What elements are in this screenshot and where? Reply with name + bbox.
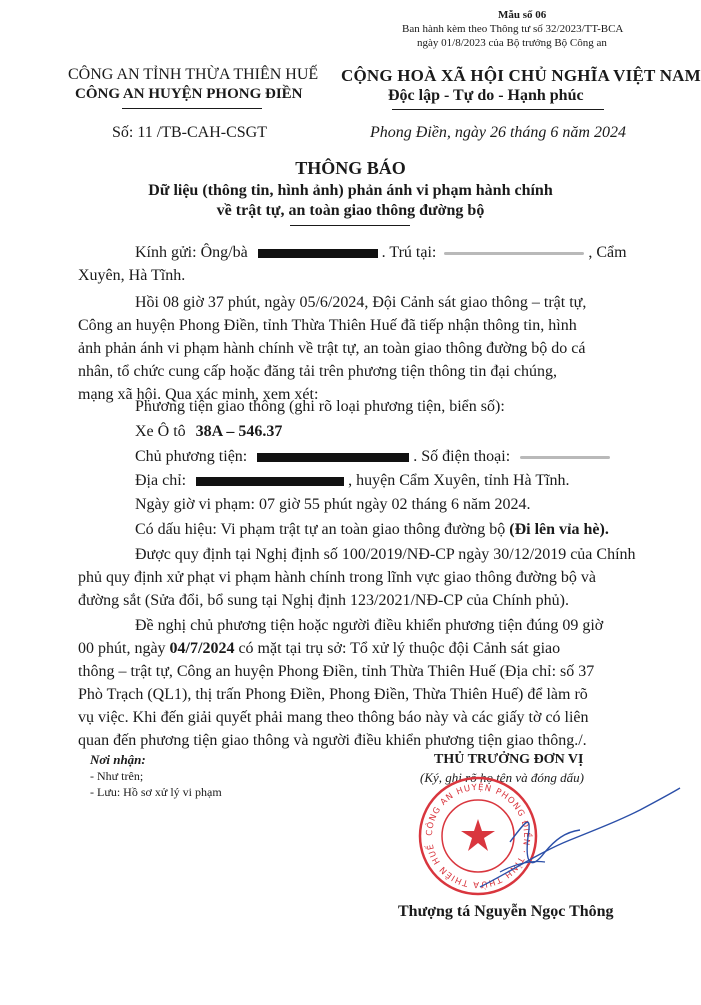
- violation-sign: [135, 521, 609, 539]
- address-label: Địa chỉ:: [135, 472, 187, 489]
- greeting-line: [135, 244, 627, 262]
- motto-underline: [392, 109, 604, 110]
- vehicle-label: Phương tiện giao thông (ghi rõ loại phương tiện, biển số):: [135, 398, 505, 415]
- owner-label: Chủ phương tiện:: [135, 448, 248, 465]
- document-title: THÔNG BÁO: [295, 158, 406, 178]
- redacted-address: [196, 477, 344, 486]
- para3-line2: [78, 640, 560, 658]
- document-subtitle-line1: Dữ liệu (thông tin, hình ảnh) phản ánh vi phạm hành chính: [148, 182, 553, 199]
- vehicle-type: Xe Ô tô: [135, 423, 186, 440]
- form-issued-line2: ngày 01/8/2023 của Bộ trưởng Bộ Công an: [417, 37, 607, 49]
- form-number: Mẫu số 06: [498, 9, 547, 21]
- signer-title: THỦ TRƯỞNG ĐƠN VỊ: [434, 752, 584, 767]
- para3-line2-start: 00 phút, ngày: [78, 640, 166, 657]
- agency-underline: [122, 108, 262, 109]
- redacted-phone: [520, 456, 610, 459]
- para3-line1: Đề nghị chủ phương tiện hoặc người điều khiển phương tiện đúng 09 giờ: [135, 617, 604, 634]
- signature-scribble: [470, 782, 690, 902]
- para2-line1: Được quy định tại Nghị định số 100/2019/NĐ-CP ngày 30/12/2019 của Chính: [135, 546, 636, 563]
- para3-line6: quan đến phương tiện giao thông và người điều khiển phương tiện giao thông./.: [78, 732, 587, 749]
- para3-line2-end: có mặt tại trụ sở: Tổ xử lý thuộc đội Cảnh sát giao: [238, 640, 561, 657]
- document-number: Số: 11 /TB-CAH-CSGT: [112, 124, 267, 141]
- violation-sign-text: Có dấu hiệu: Vi phạm trật tự an toàn giao thông đường bộ: [135, 521, 506, 538]
- residence-line2: Xuyên, Hà Tĩnh.: [78, 267, 186, 284]
- license-plate: 38A – 546.37: [195, 423, 283, 440]
- para1-line5: mạng xã hội. Qua xác minh, xem xét:: [78, 386, 319, 403]
- recipient-2: - Lưu: Hồ sơ xử lý vi phạm: [90, 785, 222, 799]
- recipients-label: Nơi nhận:: [90, 752, 146, 767]
- para3-line5: vụ việc. Khi đến giải quyết phải mang theo thông báo này và các giấy tờ có liên: [78, 709, 589, 726]
- address-line: [135, 472, 570, 490]
- redacted-name: [258, 249, 378, 258]
- para2-line2: phủ quy định xử phạt vi phạm hành chính trong lĩnh vực giao thông đường bộ và: [78, 569, 596, 586]
- violation-time: Ngày giờ vi phạm: 07 giờ 55 phút ngày 02 tháng 6 năm 2024.: [135, 496, 531, 513]
- para3-line3: thông – trật tự, Công an huyện Phong Điền, tỉnh Thừa Thiên Huế (Địa chỉ: số 37: [78, 663, 595, 680]
- signer-name: Thượng tá Nguyễn Ngọc Thông: [398, 903, 614, 920]
- owner-line: [135, 448, 610, 466]
- para2-line3: đường sắt (Sửa đổi, bổ sung tại Nghị định 123/2021/NĐ-CP của Chính phủ).: [78, 592, 569, 609]
- phone-label: . Số điện thoại:: [413, 448, 511, 465]
- signer-note: (Ký, ghi rõ họ tên và đóng dấu): [420, 770, 584, 785]
- vehicle-line: [135, 423, 282, 441]
- agency-name: CÔNG AN HUYỆN PHONG ĐIỀN: [75, 86, 303, 102]
- place-date: Phong Điền, ngày 26 tháng 6 năm 2024: [370, 124, 626, 141]
- appointment-date: 04/7/2024: [169, 640, 235, 657]
- para1-line1: Hồi 08 giờ 37 phút, ngày 05/6/2024, Đội Cảnh sát giao thông – trật tự,: [135, 294, 587, 311]
- residence-suffix: , Cẩm: [588, 244, 627, 261]
- residence-label: . Trú tại:: [381, 244, 437, 261]
- greeting-prefix: Kính gửi: Ông/bà: [135, 244, 248, 261]
- address-suffix: , huyện Cẩm Xuyên, tỉnh Hà Tĩnh.: [348, 472, 570, 489]
- para1-line3: ảnh phản ánh vi phạm hành chính về trật tự, an toàn giao thông đường bộ do cá: [78, 340, 586, 357]
- seal-text: CÔNG AN HUYỆN PHONG ĐIỀN · TỈNH THỪA THIÊN HUẾ: [424, 782, 532, 890]
- para1-line2: Công an huyện Phong Điền, tỉnh Thừa Thiên Huế đã tiếp nhận thông tin, hình: [78, 317, 577, 334]
- nation-title: CỘNG HOÀ XÃ HỘI CHỦ NGHĨA VIỆT NAM: [341, 66, 701, 85]
- para1-line4: nhân, tổ chức cung cấp hoặc đăng tải trên phương tiện thông tin đại chúng,: [78, 363, 558, 380]
- title-underline: [290, 225, 410, 226]
- form-issued-line1: Ban hành kèm theo Thông tư số 32/2023/TT-BCA: [402, 23, 624, 35]
- violation-sign-detail: (Đi lên vỉa hè).: [509, 521, 609, 538]
- recipient-1: - Như trên;: [90, 769, 144, 783]
- para3-line4: Phò Trạch (QL1), thị trấn Phong Điền, Phong Điền, Thừa Thiên Huế) để làm rõ: [78, 686, 588, 703]
- agency-parent: CÔNG AN TỈNH THỪA THIÊN HUẾ: [68, 66, 319, 83]
- redacted-residence: [444, 252, 584, 255]
- redacted-owner: [257, 453, 409, 462]
- motto: Độc lập - Tự do - Hạnh phúc: [388, 87, 584, 104]
- document-subtitle-line2: về trật tự, an toàn giao thông đường bộ: [216, 202, 485, 219]
